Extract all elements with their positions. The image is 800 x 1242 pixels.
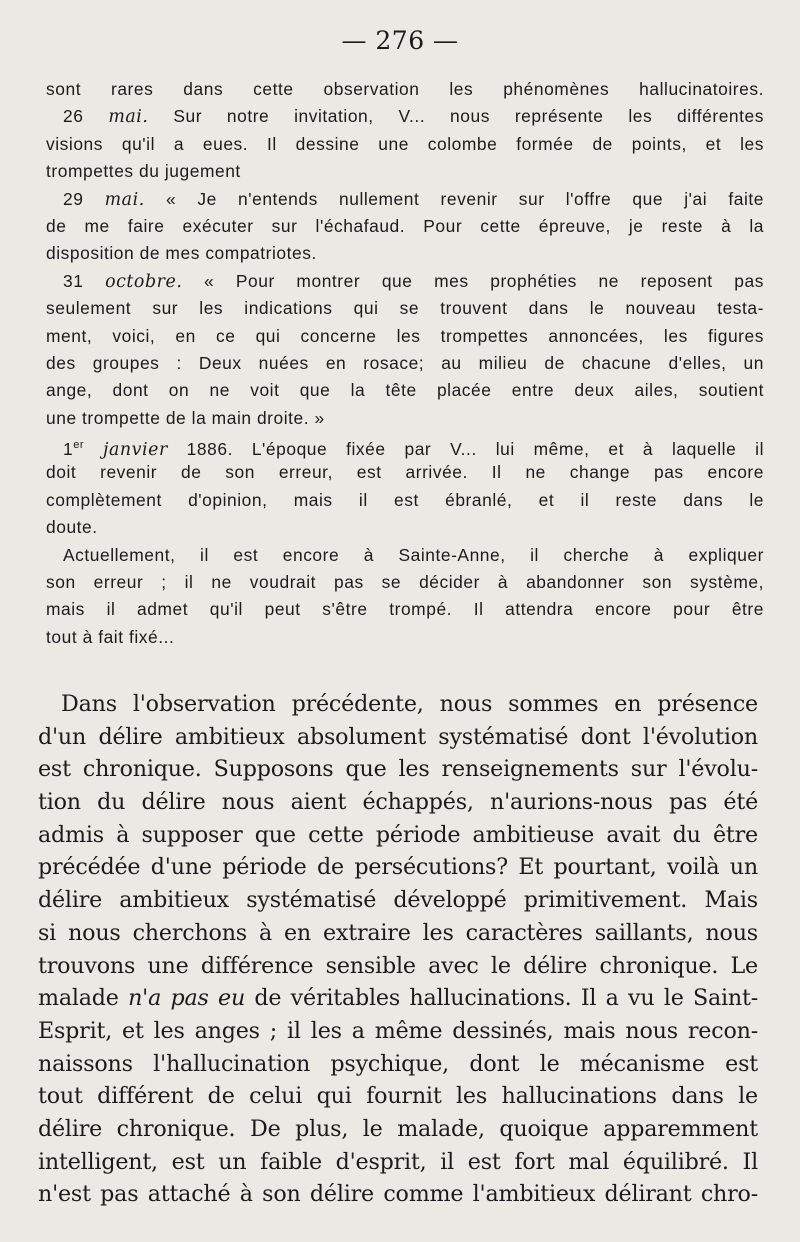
text-line	[46, 432, 764, 459]
text-line: délire chronique. De plus, le malade, quoique apparemment	[38, 1115, 758, 1142]
text-line: ment, voici, en ce qui concerne les trompettes annoncées, les figures	[46, 325, 764, 346]
text-line: tout à fait fixé...	[46, 626, 175, 647]
text-line: délire ambitieux systématisé développé primitivement. Mais	[38, 887, 758, 914]
text-line: seulement sur les indications qui se trouvent dans le nouveau testa-	[46, 298, 764, 319]
date-day: 31	[63, 270, 84, 291]
date-day: 1	[63, 438, 74, 459]
case-excerpt	[46, 76, 764, 651]
text-line	[38, 982, 758, 1015]
text-line: admis à supposer que cette période ambitieuse avait du être	[38, 821, 758, 848]
page-number: — 276 —	[341, 26, 459, 55]
text-line: n'est pas attaché à son délire comme l'ambitieux délirant chro-	[38, 1181, 758, 1208]
date-superscript: er	[73, 439, 85, 452]
discussion-paragraph	[38, 688, 758, 1211]
text-line: trompettes du jugement	[46, 161, 241, 182]
text-line: son erreur ; il ne voudrait pas se décider à abandonner son système,	[46, 572, 764, 593]
emphasis: n'a pas eu	[128, 985, 246, 1012]
text-line: ange, dont on ne voit que la tête placée entre deux ailes, soutient	[46, 380, 764, 401]
text-line: visions qu'il a eues. Il dessine une colombe formée de points, et les	[46, 133, 764, 154]
text-line: disposition de mes compatriotes.	[46, 243, 317, 264]
text-segment: de véritables hallucinations. Il a vu le Saint-	[254, 985, 759, 1012]
text-line: intelligent, est un faible d'esprit, il est fort mal équilibré. Il	[38, 1148, 758, 1175]
text-line: est chronique. Supposons que les renseignements sur l'évolu-	[38, 756, 758, 783]
text-segment: malade	[38, 985, 119, 1012]
text-line: trouvons une différence sensible avec le délire chronique. Le	[38, 952, 758, 979]
date-day: 26	[63, 106, 84, 127]
text-line: de me faire exécuter sur l'échafaud. Pour cette épreuve, je reste à la	[46, 215, 764, 236]
text-line: une trompette de la main droite. »	[46, 407, 325, 428]
text-segment: « Pour montrer que mes prophéties ne reposent pas	[182, 270, 764, 291]
text-line: doit revenir de son erreur, est arrivée. Il ne change pas encore	[46, 462, 764, 483]
text-line	[46, 268, 764, 295]
text-line: naissons l'hallucination psychique, dont le mécanisme est	[38, 1050, 758, 1077]
text-line: Esprit, et les anges ; il les a même dessinés, mais nous recon-	[38, 1017, 758, 1044]
text-line: si nous cherchons à en extraire les caractères saillants, nous	[38, 919, 758, 946]
text-line: précédée d'une période de persécutions? Et pourtant, voilà un	[38, 854, 758, 881]
text-line	[46, 186, 764, 213]
text-line: d'un délire ambitieux absolument systématisé dont l'évolution	[38, 723, 758, 750]
text-segment: 1886. L'époque fixée par V... lui même, et à laquelle il	[167, 438, 764, 459]
text-segment: « Je n'entends nullement revenir sur l'offre que j'ai faite	[144, 188, 764, 209]
date-month: octobre.	[105, 271, 183, 292]
date-month: janvier	[103, 439, 168, 460]
date-month: mai.	[108, 107, 149, 128]
text-line: des groupes : Deux nuées en rosace; au milieu de chacune d'elles, un	[46, 352, 764, 373]
text-line: mais il admet qu'il peut s'être trompé. Il attendra encore pour être	[46, 599, 764, 620]
date-day: 29	[63, 188, 84, 209]
text-line: Dans l'observation précédente, nous sommes en présence	[61, 691, 758, 717]
text-line: tout différent de celui qui fournit les hallucinations dans le	[38, 1083, 758, 1110]
text-line: tion du délire nous aient échappés, n'aurions-nous pas été	[38, 789, 758, 816]
text-line: doute.	[46, 517, 98, 538]
text-line	[46, 103, 764, 130]
text-line: sont rares dans cette observation les phénomènes hallucinatoires.	[46, 79, 764, 99]
text-line: Actuellement, il est encore à Sainte-Anne, il cherche à expliquer	[63, 544, 764, 565]
text-line: complètement d'opinion, mais il est ébranlé, et il reste dans le	[46, 489, 764, 510]
text-segment: Sur notre invitation, V... nous représente les différentes	[148, 106, 764, 127]
date-month: mai.	[104, 189, 145, 210]
